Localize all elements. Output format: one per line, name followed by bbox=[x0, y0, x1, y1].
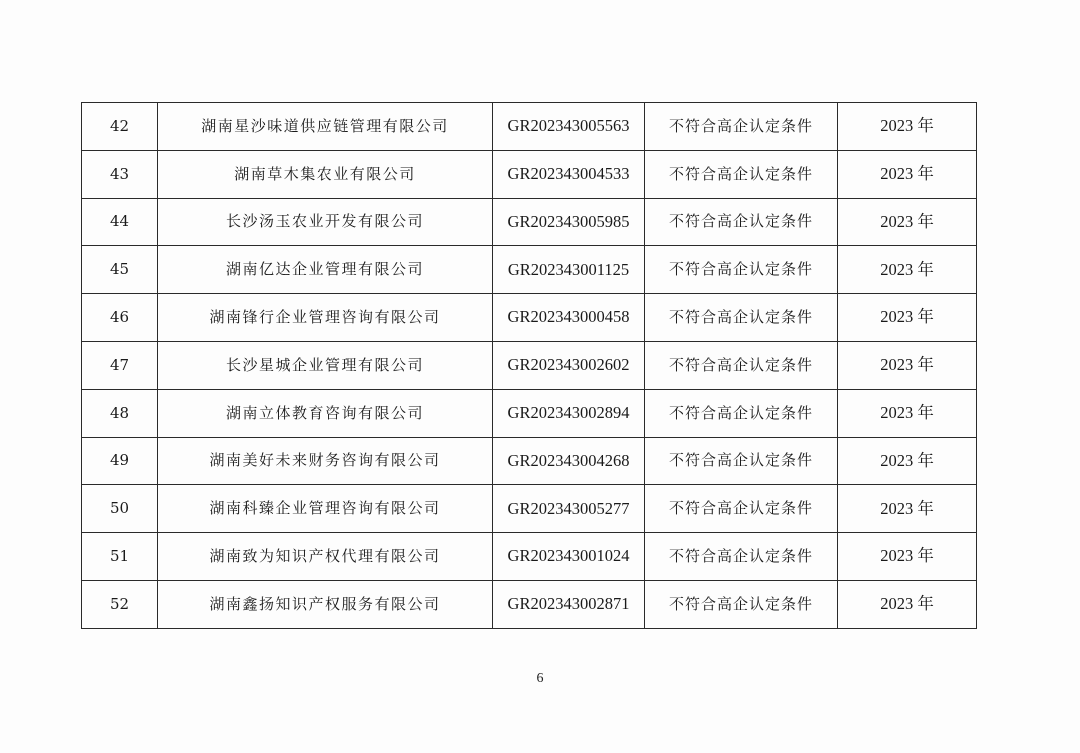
row-number: 52 bbox=[82, 580, 158, 628]
company-name: 湖南星沙味道供应链管理有限公司 bbox=[158, 103, 493, 151]
year: 2023 年 bbox=[838, 485, 977, 533]
certificate-code: GR202343001125 bbox=[493, 246, 645, 294]
company-name: 长沙星城企业管理有限公司 bbox=[158, 341, 493, 389]
certificate-code: GR202343002894 bbox=[493, 389, 645, 437]
certificate-code: GR202343005277 bbox=[493, 485, 645, 533]
table-row bbox=[82, 294, 977, 342]
year: 2023 年 bbox=[838, 103, 977, 151]
reason: 不符合高企认定条件 bbox=[645, 294, 838, 342]
certificate-code: GR202343005985 bbox=[493, 198, 645, 246]
reason: 不符合高企认定条件 bbox=[645, 198, 838, 246]
table-row bbox=[82, 103, 977, 151]
certificate-code: GR202343004268 bbox=[493, 437, 645, 485]
company-table-body bbox=[82, 103, 977, 629]
company-name: 湖南锋行企业管理咨询有限公司 bbox=[158, 294, 493, 342]
year: 2023 年 bbox=[838, 198, 977, 246]
row-number: 43 bbox=[82, 150, 158, 198]
company-name: 湖南美好未来财务咨询有限公司 bbox=[158, 437, 493, 485]
table-row bbox=[82, 198, 977, 246]
company-name: 湖南立体教育咨询有限公司 bbox=[158, 389, 493, 437]
reason: 不符合高企认定条件 bbox=[645, 150, 838, 198]
reason: 不符合高企认定条件 bbox=[645, 103, 838, 151]
year: 2023 年 bbox=[838, 437, 977, 485]
page-number: 6 bbox=[536, 671, 544, 686]
company-name: 湖南科臻企业管理咨询有限公司 bbox=[158, 485, 493, 533]
table-row bbox=[82, 580, 977, 628]
row-number: 50 bbox=[82, 485, 158, 533]
reason: 不符合高企认定条件 bbox=[645, 580, 838, 628]
year: 2023 年 bbox=[838, 533, 977, 581]
row-number: 44 bbox=[82, 198, 158, 246]
row-number: 49 bbox=[82, 437, 158, 485]
table-row bbox=[82, 485, 977, 533]
row-number: 51 bbox=[82, 533, 158, 581]
certificate-code: GR202343002602 bbox=[493, 341, 645, 389]
company-name: 湖南亿达企业管理有限公司 bbox=[158, 246, 493, 294]
certificate-code: GR202343000458 bbox=[493, 294, 645, 342]
reason: 不符合高企认定条件 bbox=[645, 341, 838, 389]
year: 2023 年 bbox=[838, 341, 977, 389]
company-name: 湖南草木集农业有限公司 bbox=[158, 150, 493, 198]
year: 2023 年 bbox=[838, 150, 977, 198]
reason: 不符合高企认定条件 bbox=[645, 485, 838, 533]
reason: 不符合高企认定条件 bbox=[645, 533, 838, 581]
year: 2023 年 bbox=[838, 580, 977, 628]
table-row bbox=[82, 341, 977, 389]
row-number: 46 bbox=[82, 294, 158, 342]
row-number: 42 bbox=[82, 103, 158, 151]
table-row bbox=[82, 150, 977, 198]
year: 2023 年 bbox=[838, 389, 977, 437]
company-name: 湖南致为知识产权代理有限公司 bbox=[158, 533, 493, 581]
table-row bbox=[82, 389, 977, 437]
reason: 不符合高企认定条件 bbox=[645, 437, 838, 485]
company-name: 湖南鑫扬知识产权服务有限公司 bbox=[158, 580, 493, 628]
table-row bbox=[82, 533, 977, 581]
reason: 不符合高企认定条件 bbox=[645, 246, 838, 294]
row-number: 48 bbox=[82, 389, 158, 437]
row-number: 47 bbox=[82, 341, 158, 389]
certificate-code: GR202343004533 bbox=[493, 150, 645, 198]
certificate-code: GR202343001024 bbox=[493, 533, 645, 581]
table-row bbox=[82, 437, 977, 485]
year: 2023 年 bbox=[838, 294, 977, 342]
table-row bbox=[82, 246, 977, 294]
certificate-code: GR202343005563 bbox=[493, 103, 645, 151]
company-name: 长沙汤玉农业开发有限公司 bbox=[158, 198, 493, 246]
company-table bbox=[81, 102, 977, 629]
certificate-code: GR202343002871 bbox=[493, 580, 645, 628]
reason: 不符合高企认定条件 bbox=[645, 389, 838, 437]
row-number: 45 bbox=[82, 246, 158, 294]
year: 2023 年 bbox=[838, 246, 977, 294]
